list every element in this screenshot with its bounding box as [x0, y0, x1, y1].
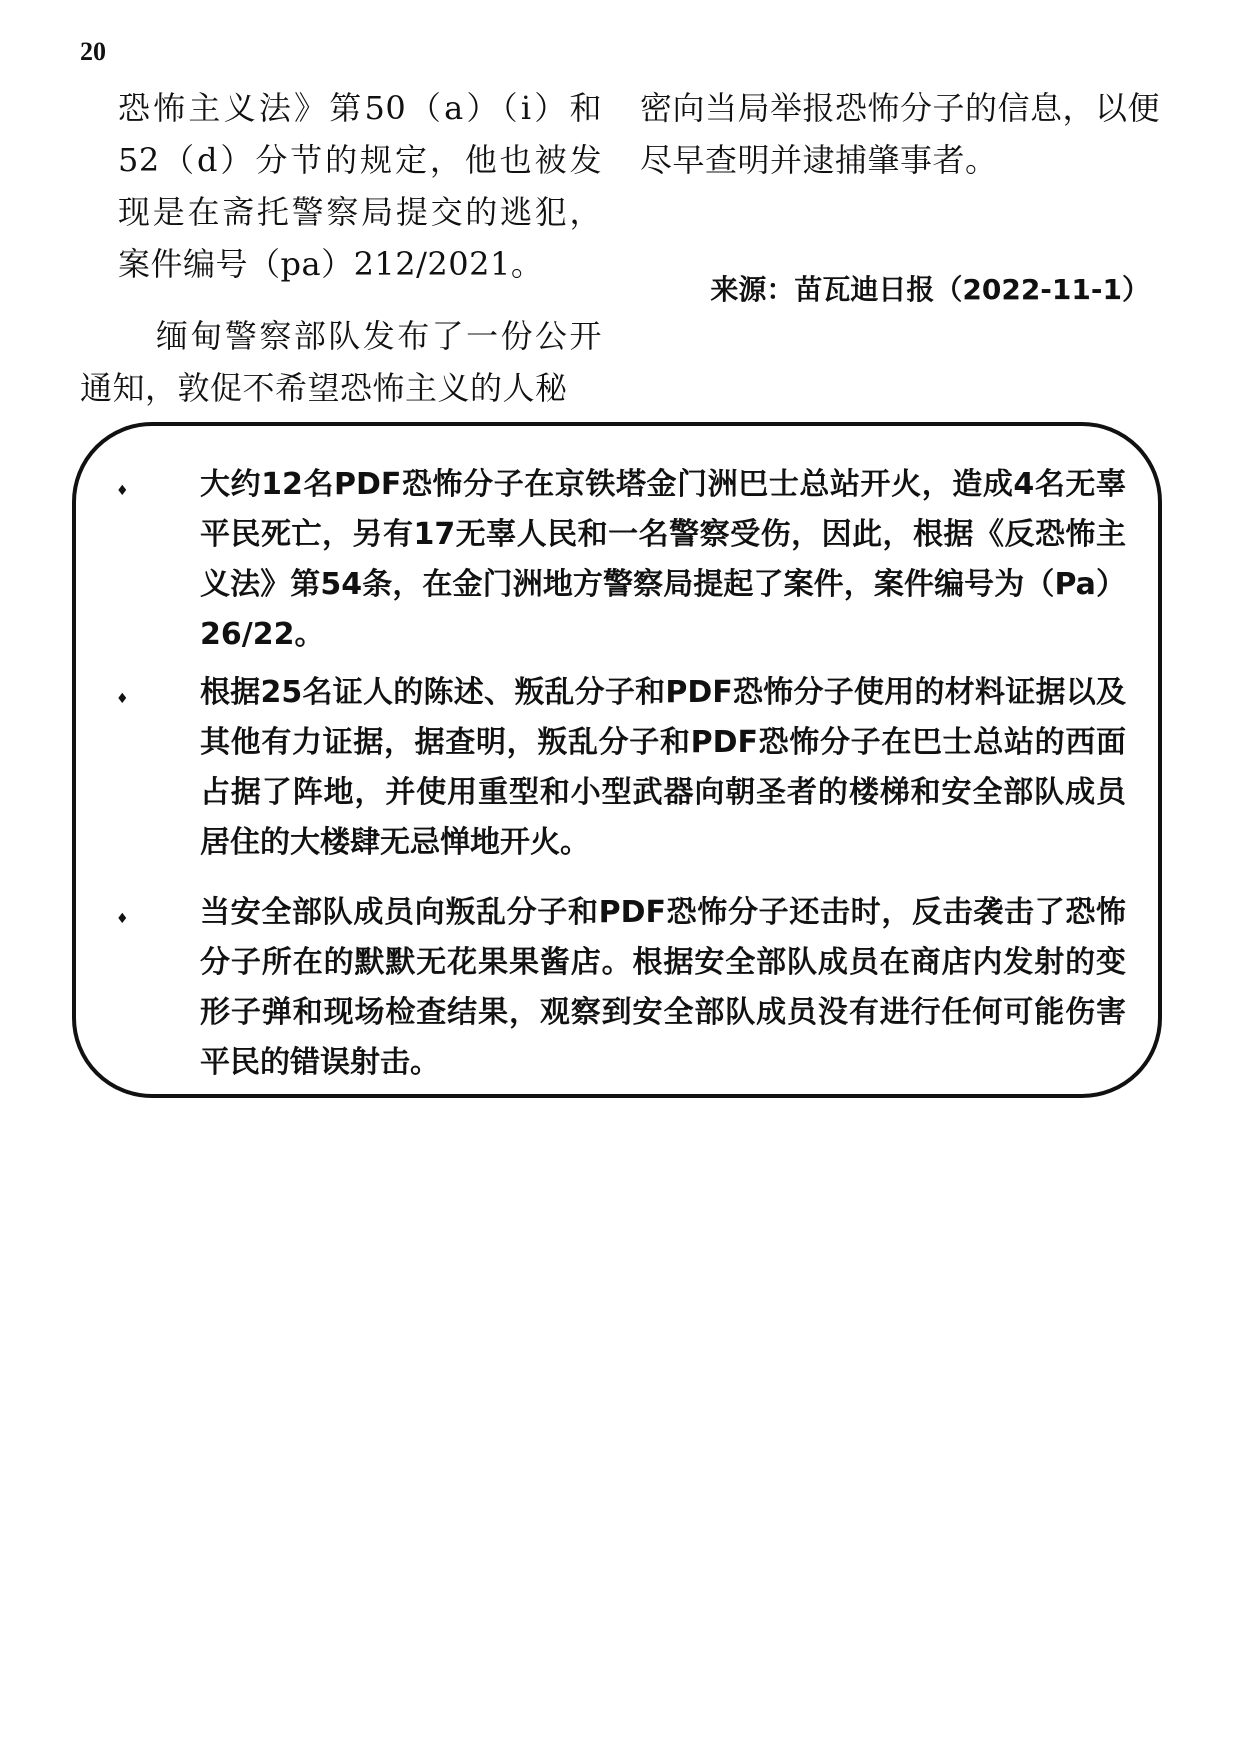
right-paragraph-1: 密向当局举报恐怖分子的信息，以便尽早查明并逮捕肇事者。	[640, 89, 1161, 179]
summary-bullet-text: 当安全部队成员向叛乱分子和PDF恐怖分子还击时，反击袭击了恐怖分子所在的默默无花果果酱店。根据安全部队成员在商店内发射的变形子弹和现场检查结果，观察到安全部队成员没有进行任何可能伤害平民的错误射击。	[200, 895, 1126, 1080]
summary-bullet-text: 大约12名PDF恐怖分子在京铁塔金门洲巴士总站开火，造成4名无辜平民死亡，另有17无辜人民和一名警察受伤，因此，根据《反恐怖主义法》第54条，在金门洲地方警察局提起了案件，案件编号为（Pa）26/22。	[200, 467, 1126, 652]
summary-bullet-text: 根据25名证人的陈述、叛乱分子和PDF恐怖分子使用的材料证据以及其他有力证据，据查明，叛乱分子和PDF恐怖分子在巴士总站的西面占据了阵地，并使用重型和小型武器向朝圣者的楼梯和安全部队成员居住的大楼肆无忌惮地开火。	[200, 675, 1126, 860]
summary-bullet-item	[116, 888, 1126, 1088]
diamond-bullet-icon: ♦	[116, 483, 129, 499]
diamond-bullet-icon: ♦	[116, 911, 129, 927]
summary-bullet-item	[116, 668, 1126, 868]
right-column	[640, 82, 1160, 186]
diamond-bullet-icon: ♦	[116, 691, 129, 707]
summary-bullet-list	[116, 460, 1126, 1088]
summary-bullet-item	[116, 460, 1126, 660]
left-paragraph-1: 恐怖主义法》第50（a）（i）和52（d）分节的规定，他也被发现是在斋托警察局提交的逃犯，案件编号（pa）212/2021。	[118, 89, 602, 283]
left-paragraph-2: 缅甸警察部队发布了一份公开通知，敦促不希望恐怖主义的人秘	[80, 317, 602, 407]
left-column	[80, 82, 602, 414]
source-citation: 来源：苗瓦迪日报（2022-11-1）	[710, 273, 1150, 306]
page-number: 20	[80, 37, 106, 66]
